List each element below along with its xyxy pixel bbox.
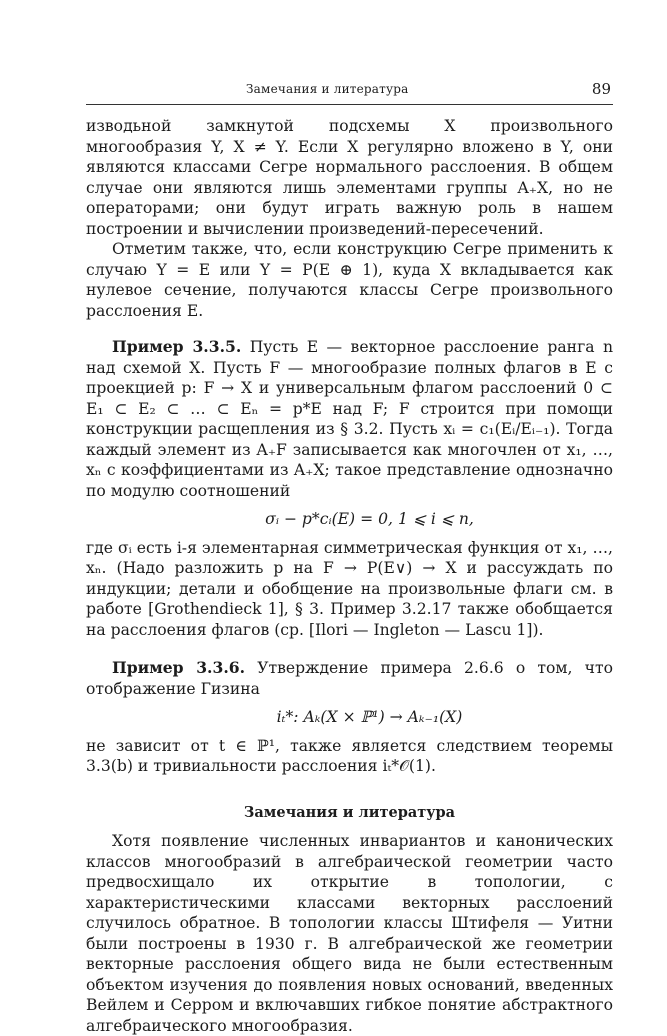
page-header [86,80,613,102]
example-3-3-5-label: Пример 3.3.5. [112,337,242,356]
example-3-3-5-text: Пусть E — векторное расслоение ранга n над схемой X. Пусть F — многообразие полных флагов в E с проекцией p: F → X и универсальным флагом расслоений 0 ⊂ E₁ ⊂ E₂ ⊂ … ⊂ Eₙ = p*E над F; F строится при помощи конструкции расщепления из § 3.2. Пусть xᵢ = c₁(Eᵢ/Eᵢ₋₁). Тогда каждый элемент из A₊F записывается как многочлен от x₁, …, xₙ с коэффициентами из A₊X; такое представление однозначно по модулю соотношений [86,338,613,500]
main-text [86,116,613,1036]
formula-relations: σᵢ − p*cᵢ(E) = 0, 1 ⩽ i ⩽ n, [265,510,474,528]
example-3-3-6-continuation: не зависит от t ∈ ℙ¹, также является следствием теоремы 3.3(b) и тривиальности расслоения iₜ*𝒪(1). [86,736,613,775]
page-number: 89 [591,80,611,98]
example-3-3-6-label: Пример 3.3.6. [112,658,246,677]
example-3-3-6-text: Утверждение примера 2.6.6 о том, что отображение Гизина [86,659,613,698]
paragraph-continuation: изводьной замкнутой подсхемы X произвольного многообразия Y, X ≠ Y. Если X регулярно вложено в Y, они являются классами Сегре нормального расслоения. В общем случае они являются лишь элементами группы A₊X, но не операторами; они будут играть важную роль в нашем построении и вычислении произведений-пересечений. [86,117,613,238]
example-3-3-6 [86,658,613,699]
section-title: Замечания и литература [243,803,456,821]
header-rule [86,104,613,105]
running-head: Замечания и литература [246,82,409,96]
formula-gysin: iₜ*: Aₖ(X × ℙ¹) → Aₖ₋₁(X) [276,708,463,726]
notes-paragraph: Хотя появление численных инвариантов и канонических классов многообразий в алгебраической геометрии часто предвосхищало их открытие в топологии, с характеристическими классами векторных расслоений случилось обратное. В топологии классы Штифеля — Уитни были построены в 1930 г. В алгебраической же геометрии векторные расслоения общего вида не были естественным объектом изучения до появления новых оснований, введенных Вейлем и Серром и включавших гибкое понятие абстрактного алгебраического многообразия. [86,832,613,1035]
example-3-3-5 [86,337,613,501]
example-3-3-5-continuation: где σᵢ есть i-я элементарная симметрическая функция от x₁, …, xₙ. (Надо разложить p на F → P(E∨) → X и рассуждать по индукции; детали и обобщение на произвольные флаги см. в работе [Grothendieck 1], § 3. Пример 3.2.17 также обобщается на расслоения флагов (ср. [Ilori — Ingleton — Lascu 1]). [86,538,613,639]
paragraph-segre-note: Отметим также, что, если конструкцию Сегре применить к случаю Y = E или Y = P(E ⊕ 1), куда X вкладывается как нулевое сечение, получаются классы Сегре произвольного расслоения E. [86,240,613,320]
